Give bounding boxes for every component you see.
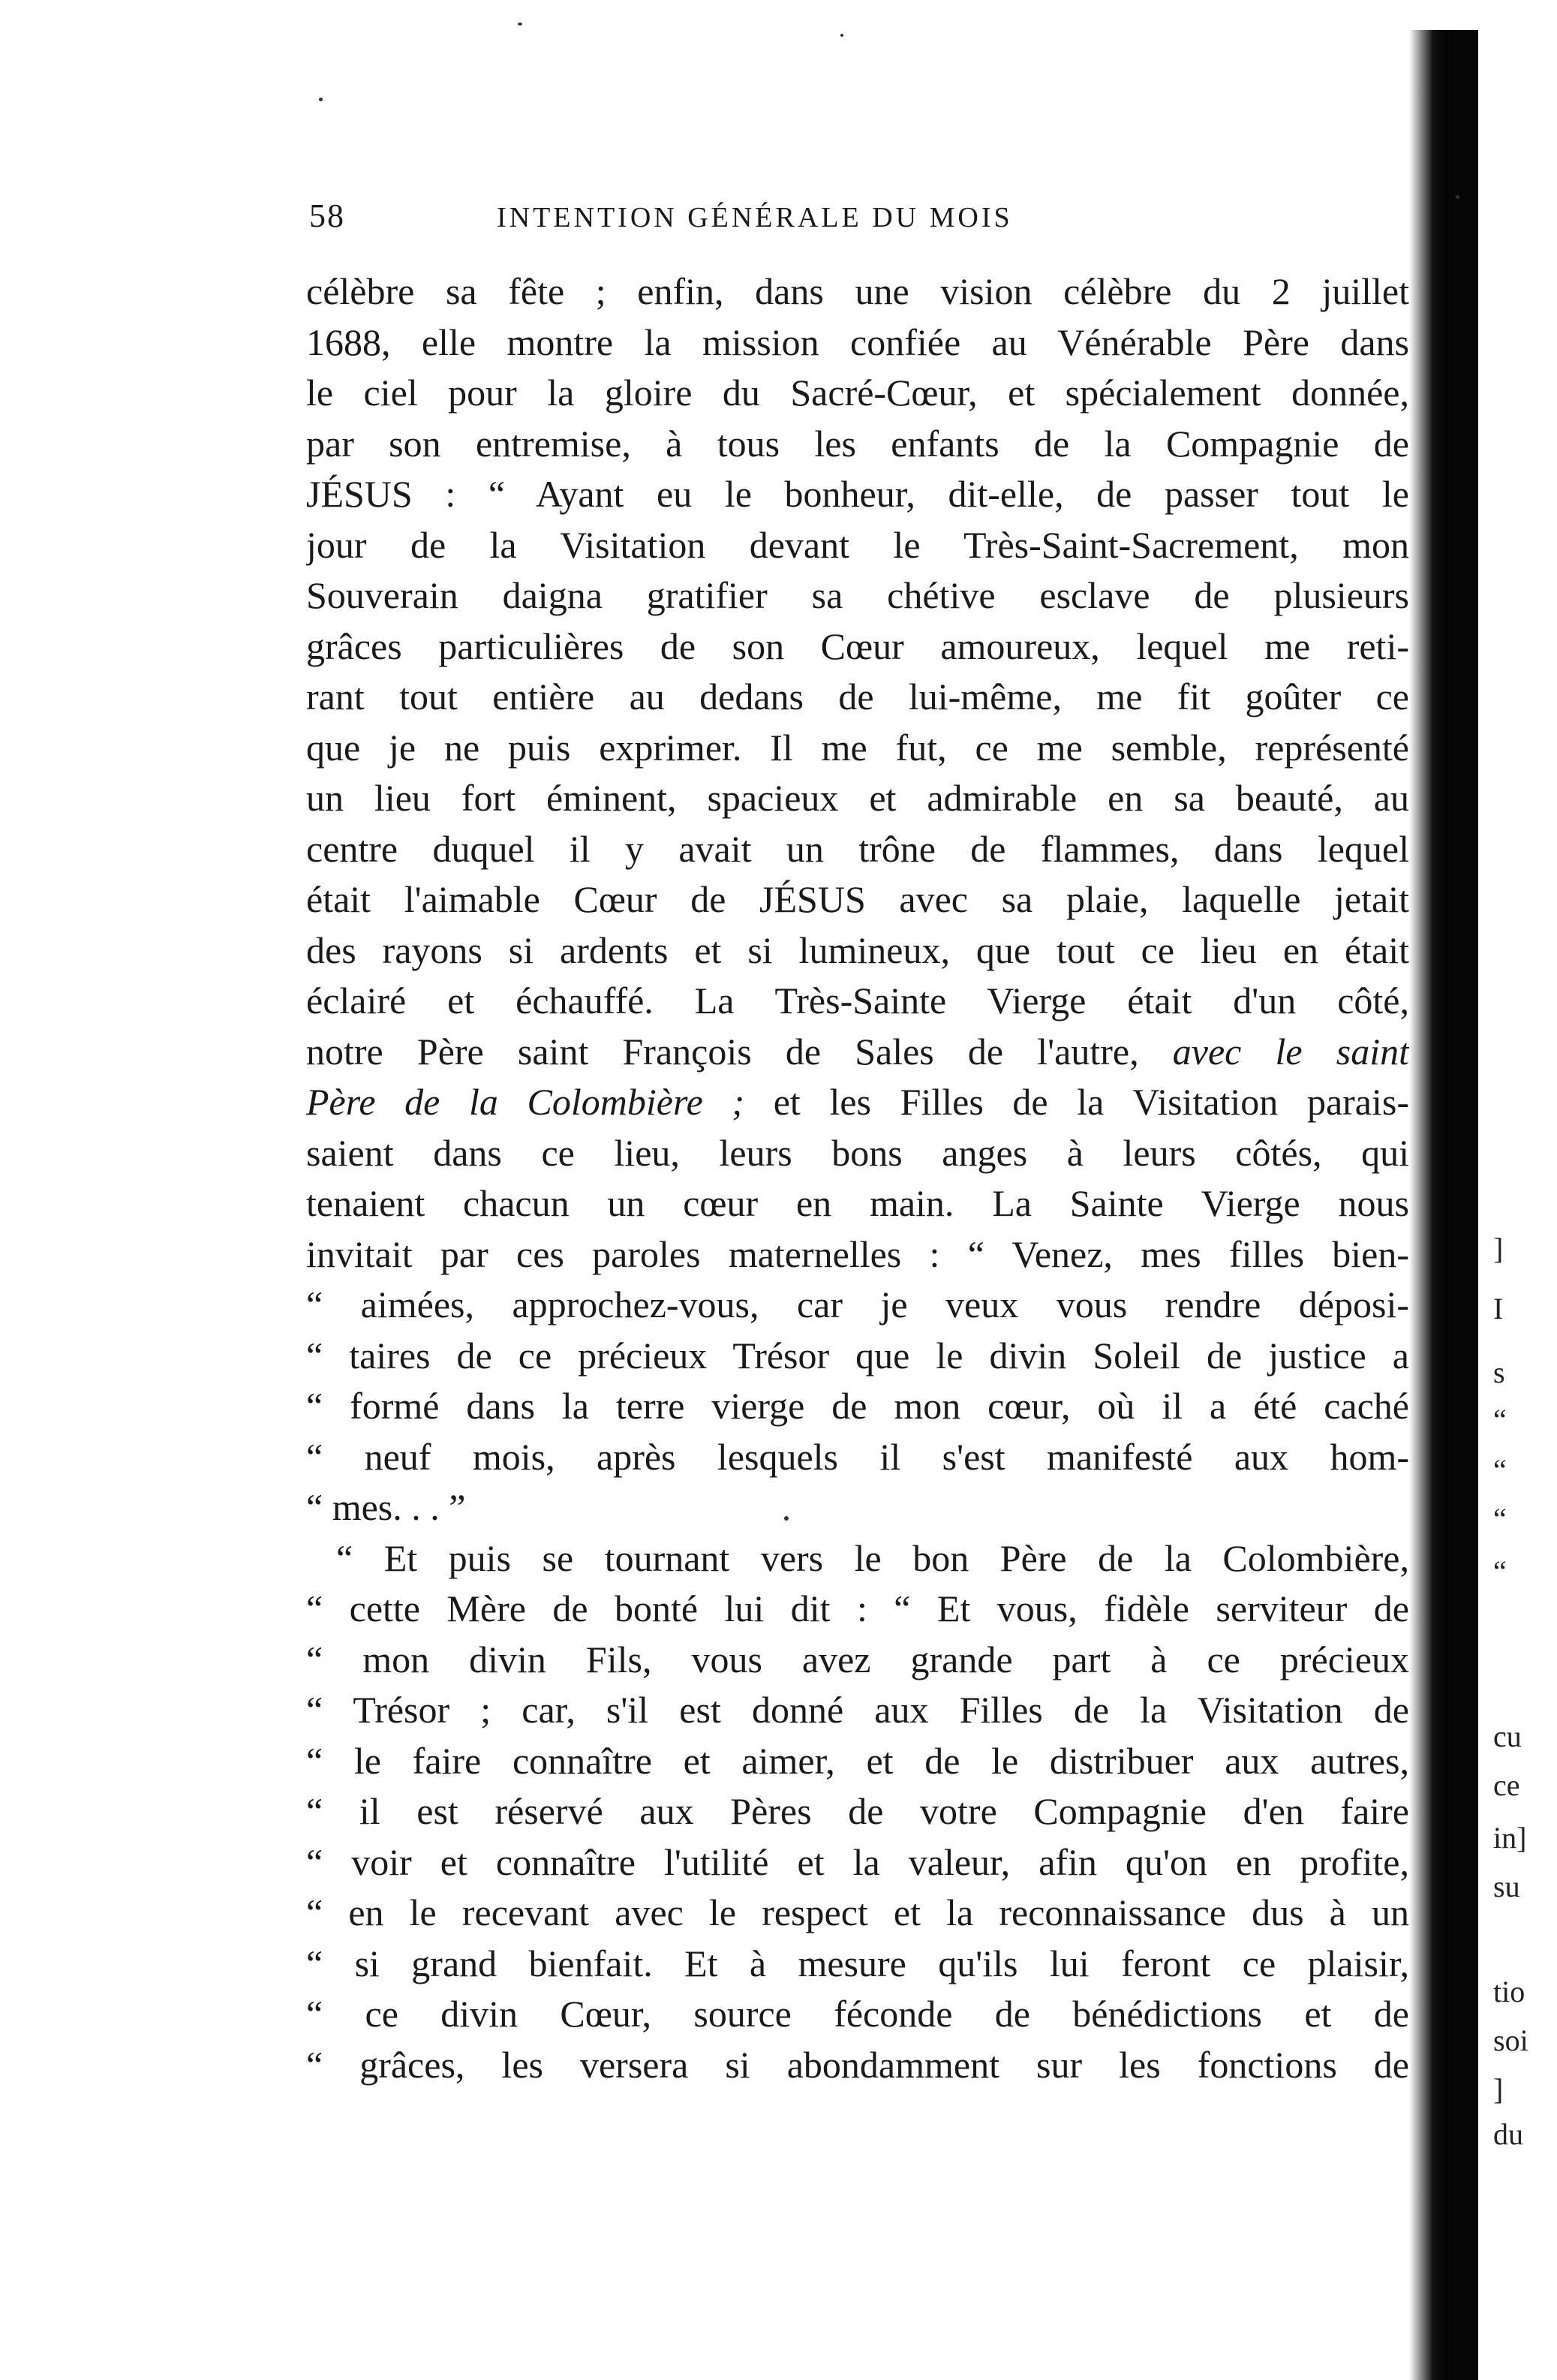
running-header bbox=[309, 197, 1435, 249]
text-line bbox=[306, 1027, 1409, 1078]
text-line: que je ne puis exprimer. Il me fut, ce me semble, représenté bbox=[306, 726, 1409, 769]
scan-speck bbox=[319, 98, 323, 101]
margin-fragment: tio bbox=[1493, 1975, 1525, 2008]
margin-fragment: in] bbox=[1493, 1821, 1527, 1855]
text-line: “ mes. . . ” bbox=[306, 1486, 466, 1528]
facing-page-fragments bbox=[1493, 0, 1553, 2380]
text-line: “ aimées, approchez-vous, car je veux vous rendre déposi- bbox=[306, 1283, 1409, 1325]
text-line: tenaient chacun un cœur en main. La Sainte Vierge nous bbox=[306, 1182, 1409, 1224]
text-line: “ mon divin Fils, vous avez grande part à ce précieux bbox=[306, 1638, 1409, 1680]
text-line: éclairé et échauffé. La Très-Sainte Vierge était d'un côté, bbox=[306, 979, 1409, 1022]
text-line: JÉSUS : “ Ayant eu le bonheur, dit-elle, de passer tout le bbox=[306, 473, 1409, 515]
text-line: “ grâces, les versera si abondamment sur les fonctions de bbox=[306, 2043, 1409, 2086]
text-line: 1688, elle montre la mission confiée au Vénérable Père dans bbox=[306, 320, 1409, 363]
margin-fragment: ] bbox=[1493, 1232, 1504, 1265]
text-line: “ il est réservé aux Pères de votre Compagnie d'en faire bbox=[306, 1790, 1409, 1832]
text-line bbox=[306, 1077, 1409, 1128]
text-segment: et les Filles de la Visitation parais- bbox=[744, 1081, 1409, 1123]
margin-fragment: ] bbox=[1493, 2072, 1504, 2106]
scan-speck bbox=[1456, 195, 1459, 199]
margin-fragment: I bbox=[1493, 1292, 1504, 1325]
text-line: “ formé dans la terre vierge de mon cœur, où il a été caché bbox=[306, 1385, 1409, 1427]
text-line: grâces particulières de son Cœur amoureux, lequel me reti- bbox=[306, 624, 1409, 667]
text-line: “ ce divin Cœur, source féconde de bénédictions et de bbox=[306, 1993, 1409, 2035]
text-line: “ voir et connaître l'utilité et la valeur, afin qu'on en profite, bbox=[306, 1840, 1409, 1883]
text-line: centre duquel il y avait un trône de flammes, dans lequel bbox=[306, 827, 1409, 870]
text-line: “ le faire connaître et aimer, et de le distribuer aux autres, bbox=[306, 1739, 1409, 1782]
margin-fragment: soi bbox=[1493, 2023, 1528, 2057]
text-line: “ cette Mère de bonté lui dit : “ Et vous, fidèle serviteur de bbox=[306, 1587, 1409, 1629]
margin-fragment: “ bbox=[1493, 1502, 1507, 1536]
margin-fragment: su bbox=[1493, 1870, 1520, 1903]
scan-speck bbox=[518, 23, 522, 26]
scan-speck bbox=[784, 1516, 789, 1521]
margin-fragment: du bbox=[1493, 2117, 1523, 2151]
scan-speck bbox=[840, 34, 843, 37]
header-title: INTENTION GÉNÉRALE DU MOIS bbox=[497, 202, 1013, 233]
text-line: Souverain daigna gratifier sa chétive esclave de plusieurs bbox=[306, 574, 1409, 616]
margin-fragment: ce bbox=[1493, 1768, 1520, 1802]
margin-fragment: “ bbox=[1493, 1554, 1507, 1588]
text-line: rant tout entière au dedans de lui-même, me fit goûter ce bbox=[306, 675, 1409, 718]
margin-fragment: “ bbox=[1493, 1403, 1507, 1437]
text-line: était l'aimable Cœur de JÉSUS avec sa plaie, laquelle jetait bbox=[306, 878, 1409, 920]
text-line: “ taires de ce précieux Trésor que le divin Soleil de justice a bbox=[306, 1334, 1409, 1377]
text-line: “ Et puis se tournant vers le bon Père de la Colombière, bbox=[336, 1536, 1409, 1579]
text-line: “ en le recevant avec le respect et la reconnaissance dus à un bbox=[306, 1891, 1409, 1933]
text-line: des rayons si ardents et si lumineux, que tout ce lieu en était bbox=[306, 928, 1409, 971]
margin-fragment: s bbox=[1493, 1355, 1505, 1389]
italic-segment: Père de la Colombière ; bbox=[306, 1081, 745, 1123]
binding-gutter bbox=[1448, 30, 1478, 2380]
body-text bbox=[306, 266, 1409, 2090]
text-line: “ si grand bienfait. Et à mesure qu'ils lui feront ce plaisir, bbox=[306, 1942, 1409, 1984]
text-line: célèbre sa fête ; enfin, dans une vision célèbre du 2 juillet bbox=[306, 270, 1409, 312]
italic-segment: avec le saint bbox=[1172, 1030, 1409, 1073]
text-line: un lieu fort éminent, spacieux et admirable en sa beauté, au bbox=[306, 777, 1409, 819]
text-line: le ciel pour la gloire du Sacré-Cœur, et spécialement donnée, bbox=[306, 372, 1409, 414]
text-line: jour de la Visitation devant le Très-Saint-Sacrement, mon bbox=[306, 523, 1409, 566]
page-number: 58 bbox=[309, 197, 345, 234]
text-line: “ Trésor ; car, s'il est donné aux Filles de la Visitation de bbox=[306, 1689, 1409, 1731]
text-line: par son entremise, à tous les enfants de la Compagnie de bbox=[306, 422, 1409, 465]
text-line: invitait par ces paroles maternelles : “ Venez, mes filles bien- bbox=[306, 1232, 1409, 1275]
text-line: saient dans ce lieu, leurs bons anges à leurs côtés, qui bbox=[306, 1131, 1409, 1174]
margin-fragment: “ bbox=[1493, 1453, 1507, 1487]
text-segment: notre Père saint François de Sales de l'autre, bbox=[306, 1030, 1139, 1073]
margin-fragment: cu bbox=[1493, 1720, 1522, 1753]
text-line: “ neuf mois, après lesquels il s'est manifesté aux hom- bbox=[306, 1435, 1409, 1478]
